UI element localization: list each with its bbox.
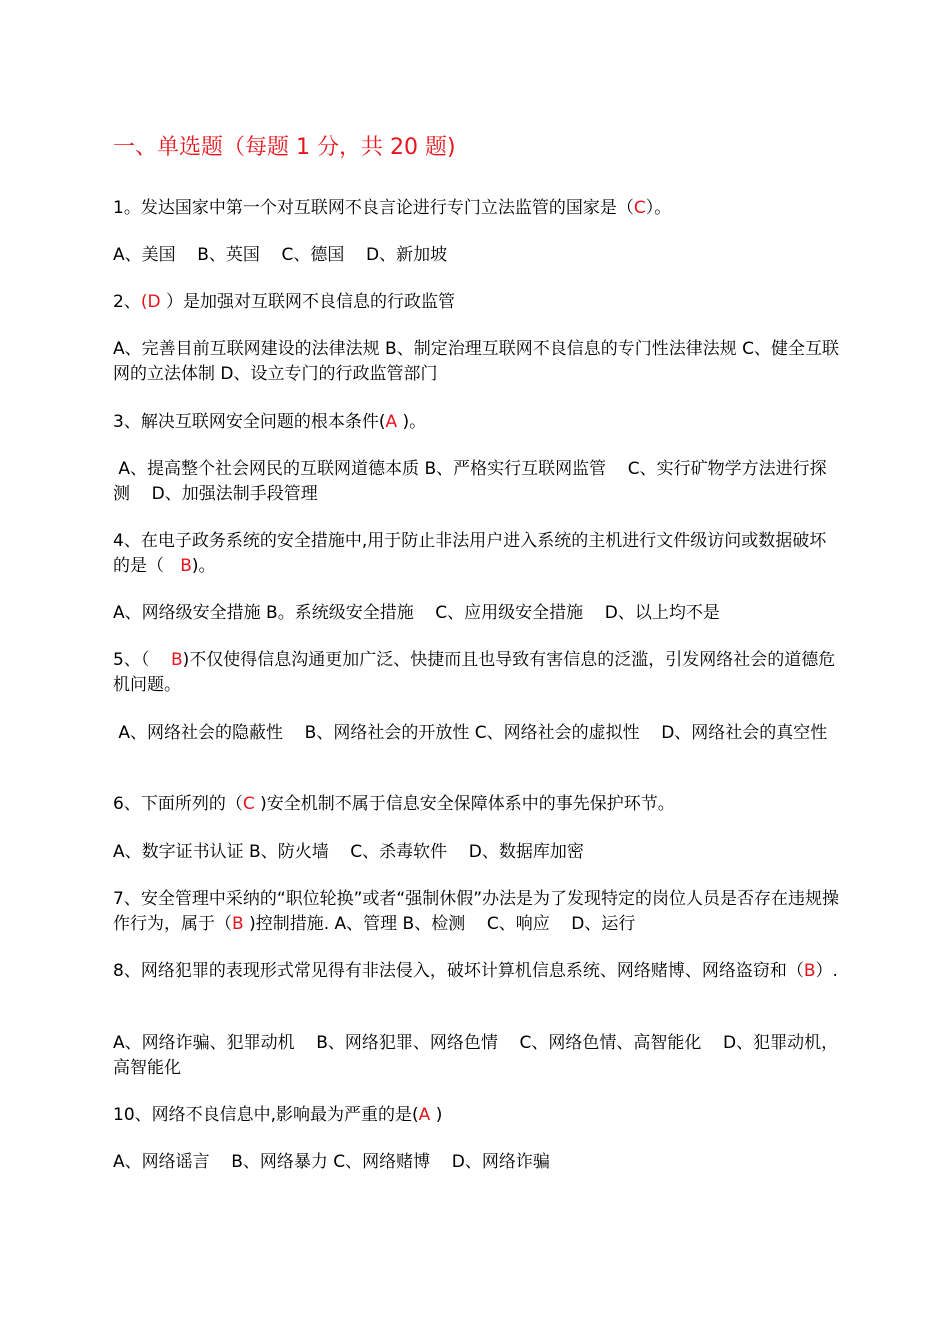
- question-4: 4、在电子政务系统的安全措施中,用于防止非法用户进入系统的主机进行文件级访问或数据破坏的是（ B)。: [113, 531, 827, 576]
- question-8: 8、网络犯罪的表现形式常见得有非法侵入，破坏计算机信息系统、网络赌博、网络盗窃和（B）.: [113, 961, 838, 981]
- answer-1: C: [633, 198, 646, 218]
- question-10: 10、网络不良信息中,影响最为严重的是(A ): [113, 1105, 443, 1125]
- answer-2: (D: [140, 292, 161, 312]
- answer-3: A: [385, 412, 398, 432]
- options-6: A、数字证书认证 B、防火墙 C、杀毒软件 D、数据库加密: [113, 842, 584, 862]
- question-2: 2、(D ）是加强对互联网不良信息的行政监管: [113, 292, 455, 312]
- options-4: A、网络级安全措施 B。系统级安全措施 C、应用级安全措施 D、以上均不是: [113, 603, 720, 623]
- answer-10: A: [418, 1105, 431, 1125]
- answer-4: B: [180, 556, 192, 576]
- options-2: A、完善目前互联网建设的法律法规 B、制定治理互联网不良信息的专门性法律法规 C、健全互联网的立法体制 D、设立专门的行政监管部门: [113, 339, 839, 384]
- answer-6: C: [242, 794, 255, 814]
- answer-5: B: [170, 650, 183, 670]
- options-10: A、网络谣言 B、网络暴力 C、网络赌博 D、网络诈骗: [113, 1152, 550, 1172]
- question-7: 7、安全管理中采纳的“职位轮换”或者“强制休假”办法是为了发现特定的岗位人员是否存在违规操作行为，属于（B )控制措施. A、管理 B、检测 C、响应 D、运行: [113, 889, 840, 934]
- options-3: A、提高整个社会网民的互联网道德本质 B、严格实行互联网监管 C、实行矿物学方法进行探测 D、加强法制手段管理: [113, 459, 827, 504]
- options-8: A、网络诈骗、犯罪动机 B、网络犯罪、网络色情 C、网络色情、高智能化 D、犯罪动机，高智能化: [113, 1033, 839, 1078]
- answer-8: B: [803, 961, 816, 981]
- question-6: 6、下面所列的（C )安全机制不属于信息安全保障体系中的事先保护环节。: [113, 794, 675, 814]
- section-title: 一、单选题（每题 1 分，共 20 题): [113, 135, 456, 160]
- options-1: A、美国 B、英国 C、德国 D、新加坡: [113, 245, 448, 265]
- answer-7: B: [232, 914, 244, 934]
- question-3: 3、解决互联网安全问题的根本条件(A )。: [113, 412, 427, 432]
- question-1: 1。发达国家中第一个对互联网不良言论进行专门立法监管的国家是（C）。: [113, 198, 672, 218]
- options-5: A、网络社会的隐蔽性 B、网络社会的开放性 C、网络社会的虚拟性 D、网络社会的真空性: [113, 723, 828, 743]
- question-5: 5、（ B)不仅使得信息沟通更加广泛、快捷而且也导致有害信息的泛滥，引发网络社会的道德危机问题。: [113, 650, 836, 695]
